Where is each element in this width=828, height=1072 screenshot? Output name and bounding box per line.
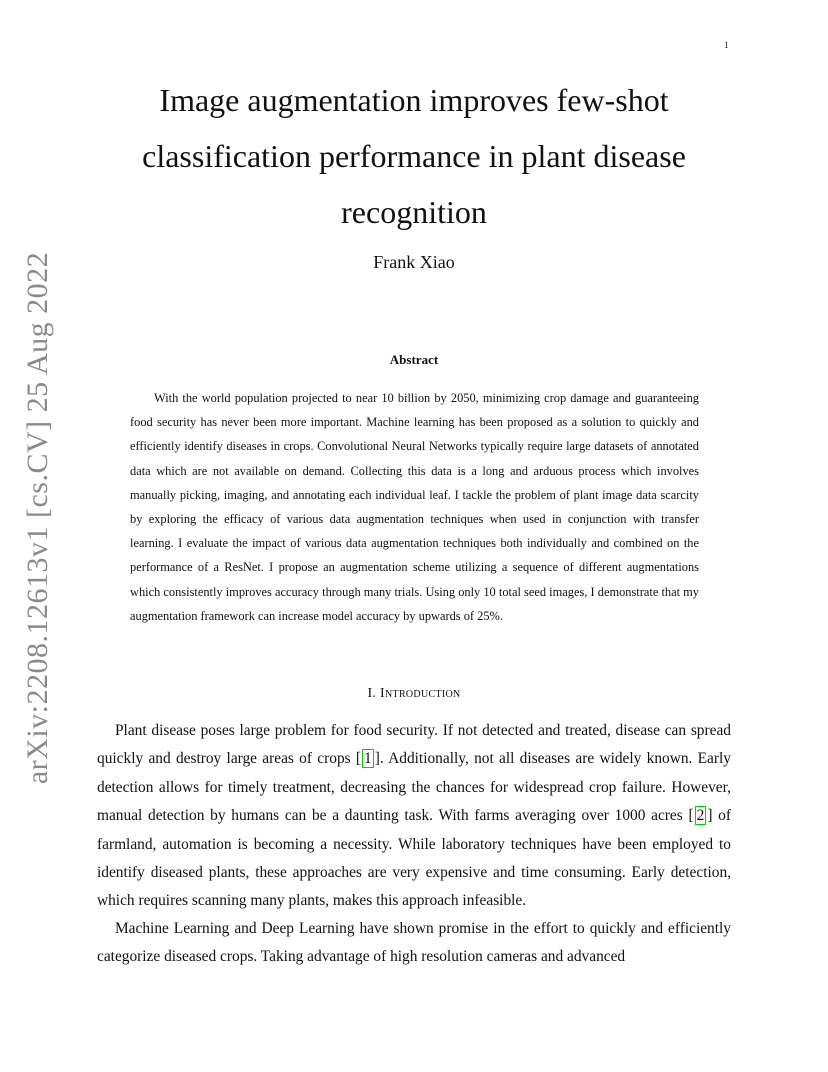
citation-link-1[interactable]: 1 [364, 750, 372, 768]
section-heading [110, 686, 718, 702]
citation-link-2[interactable]: 2 [696, 807, 705, 825]
section-number: I. [367, 686, 377, 701]
section-title: Introduction [380, 686, 461, 701]
paragraph-1-text-c: ] of farmland, automation is becoming a necessity. While laboratory techniques have been employed to identify diseased plants, these approaches are very expensive and time consuming. Early detection, which requires scanning many plants, makes this approach infeasible. [97, 807, 731, 910]
author-name: Frank Xiao [373, 252, 455, 272]
abstract-text: With the world population projected to near 10 billion by 2050, minimizing crop damage and guaranteeing food security has never been more important. Machine learning has been proposed as a solution to quickly and efficiently identify diseases in crops. Convolutional Neural Networks typically require large datasets of annotated data which are not available on demand. Collecting this data is a long and arduous process which involves manually picking, imaging, and annotating each individual leaf. I tackle the problem of plant image data scarcity by exploring the efficacy of various data augmentation techniques when used in conjunction with transfer learning. I evaluate the impact of various data augmentation techniques both individually and combined on the performance of a ResNet. I propose an augmentation scheme utilizing a sequence of different augmentations which consistently improves accuracy through many trials. Using only 10 total seed images, I demonstrate that my augmentation framework can increase model accuracy by upwards of 25%. [130, 391, 699, 623]
page-number: 1 [724, 40, 729, 50]
paragraph-1-text-a: Plant disease poses large problem for food security. If not detected and treated, disease can spread quickly and destroy large areas of crops [ [97, 722, 731, 768]
arxiv-identifier-stamp: arXiv:2208.12613v1 [cs.CV] 25 Aug 2022 [21, 251, 54, 785]
paragraph-1-text-b: ]. Additionally, not all diseases are widely known. Early detection allows for timely treatment, decreasing the chances for widespread crop failure. However, manual detection by humans can be a daunting task. With farms averaging over 1000 acres [ [97, 750, 731, 825]
paper-title: Image augmentation improves few-shot classification performance in plant disease recognition [142, 82, 686, 230]
abstract-heading: Abstract [389, 352, 439, 367]
introduction-paragraph-1 [97, 717, 731, 916]
introduction-paragraph-2: Machine Learning and Deep Learning have shown promise in the effort to quickly and efficiently categorize diseased crops. Taking advantage of high resolution cameras and advanced [97, 920, 731, 966]
